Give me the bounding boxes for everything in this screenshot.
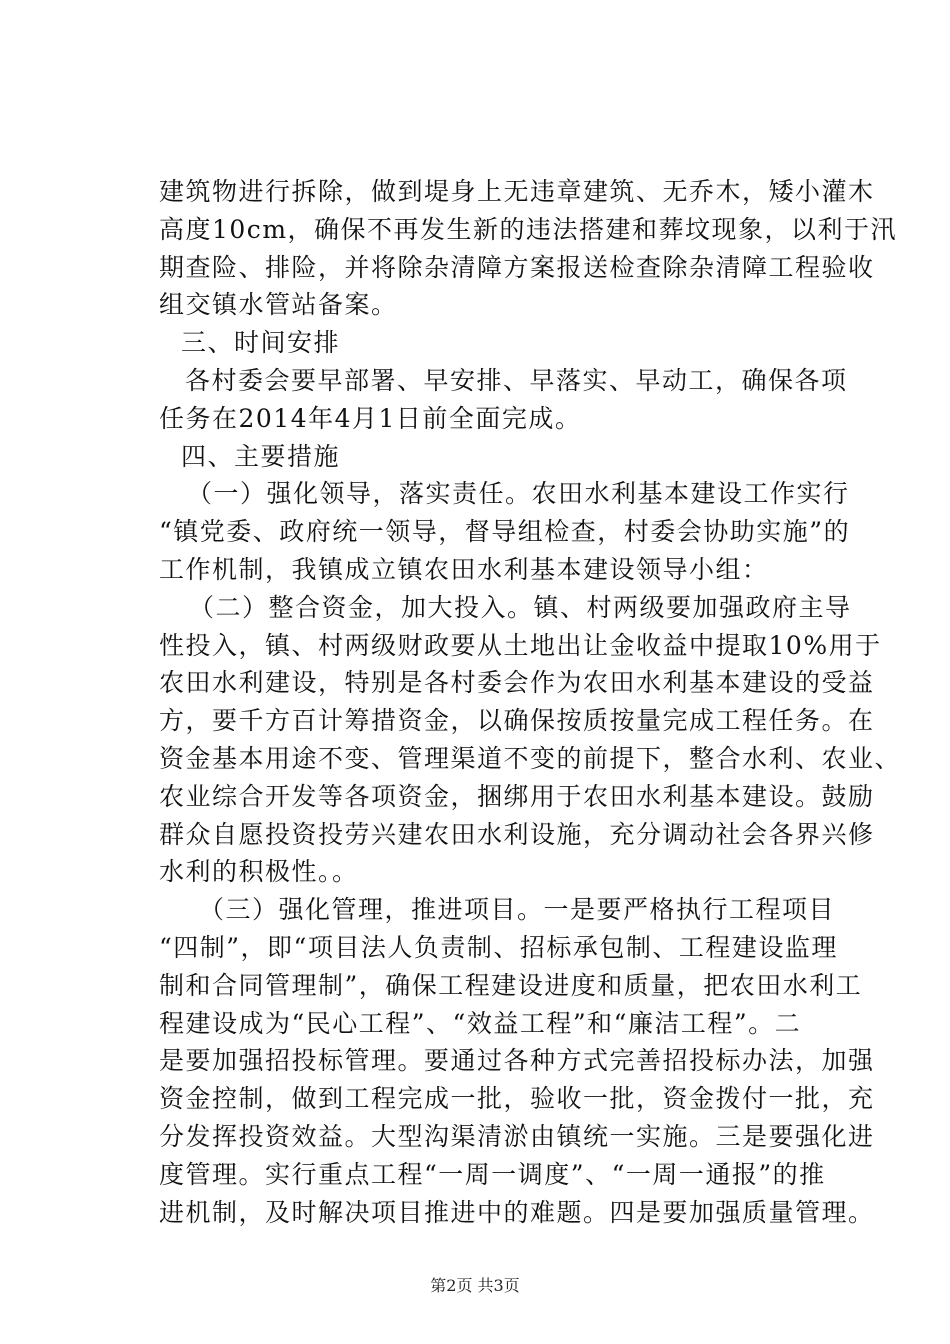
body-line: 高度10cm，确保不再发生新的违法搭建和葬坟现象，以利于汛 <box>159 215 898 244</box>
body-line: 建筑物进行拆除，做到堤身上无违章建筑、无乔木，矮小灌木 <box>159 177 875 206</box>
body-line: 期查险、排险，并将除杂清障方案报送检查除杂清障工程验收 <box>159 253 875 282</box>
body-line: 进机制，及时解决项目推进中的难题。四是要加强质量管理。 <box>159 1198 875 1227</box>
body-line: 农田水利建设，特别是各村委会作为农田水利基本建设的受益 <box>159 668 875 697</box>
body-line: （二）整合资金，加大投入。镇、村两级要加强政府主导 <box>189 593 852 622</box>
body-line: 三、时间安排 <box>181 328 341 357</box>
body-line: “四制”，即“项目法人负责制、招标承包制、工程建设监理 <box>159 933 838 962</box>
body-line: 四、主要措施 <box>181 442 341 471</box>
body-line: 是要加强招投标管理。要通过各种方式完善招投标办法，加强 <box>159 1046 875 1075</box>
body-line: 制和合同管理制”，确保工程建设进度和质量，把农田水利工 <box>159 971 863 1000</box>
body-line: 方，要千方百计筹措资金，以确保按质按量完成工程任务。在 <box>159 706 875 735</box>
body-line: （三）强化管理，推进项目。一是要严格执行工程项目 <box>199 895 836 924</box>
body-line: 群众自愿投资投劳兴建农田水利设施，充分调动社会各界兴修 <box>159 820 875 849</box>
body-line: 性投入，镇、村两级财政要从土地出让金收益中提取10%用于 <box>159 631 882 660</box>
body-line: “镇党委、政府统一领导，督导组检查，村委会协助实施”的 <box>159 517 851 546</box>
body-line: 任务在2014年4月1日前全面完成。 <box>159 404 582 433</box>
body-line: 资金基本用途不变、管理渠道不变的前提下，整合水利、农业、 <box>159 744 902 773</box>
body-line: 分发挥投资效益。大型沟渠清淤由镇统一实施。三是要强化进 <box>159 1122 875 1151</box>
body-line: 度管理。实行重点工程“一周一调度”、“一周一通报”的推 <box>159 1160 826 1189</box>
body-line: 各村委会要早部署、早安排、早落实、早动工，确保各项 <box>185 366 848 395</box>
page-footer: 第2页 共3页 <box>430 1276 520 1295</box>
body-line: 组交镇水管站备案。 <box>159 290 398 319</box>
body-line: 程建设成为“民心工程”、“效益工程”和“廉洁工程”。二 <box>159 1009 802 1038</box>
body-line: 资金控制，做到工程完成一批，验收一批，资金拨付一批，充 <box>159 1084 875 1113</box>
body-line: （一）强化领导，落实责任。农田水利基本建设工作实行 <box>187 479 850 508</box>
body-line: 工作机制，我镇成立镇农田水利基本建设领导小组： <box>159 555 769 584</box>
body-line: 农业综合开发等各项资金，捆绑用于农田水利基本建设。鼓励 <box>159 782 875 811</box>
body-line: 水利的积极性。。 <box>159 857 359 886</box>
